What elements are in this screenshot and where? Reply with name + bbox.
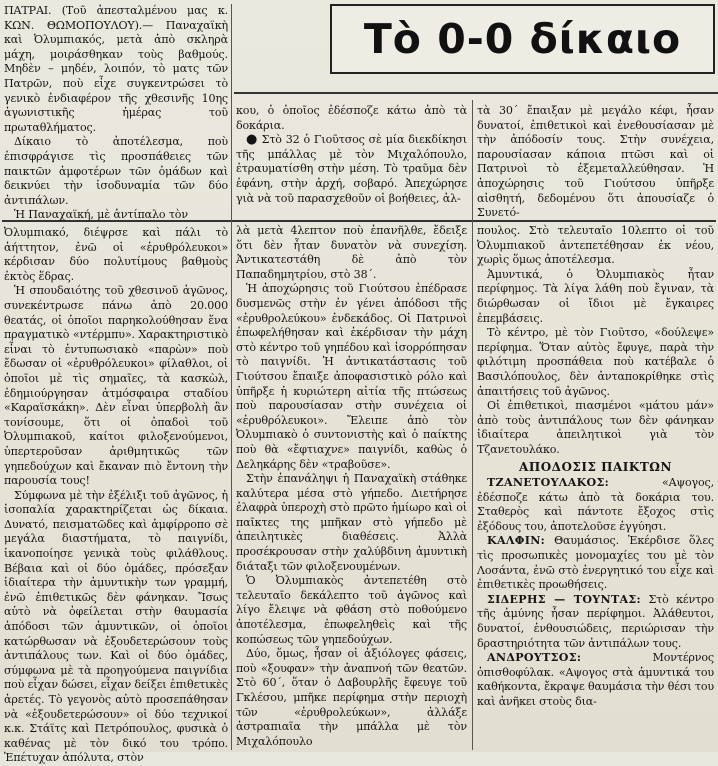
rating-paragraph (477, 593, 714, 651)
column-a-bottom (4, 226, 228, 766)
body-paragraph: Ἀμυντικά, ὁ Ὀλυμπιακὸς ἦταν περίφημος. Τὰ λίγα λάθη ποὺ ἔγιναν, τὰ διώρθωσαν οἱ ἴδιοι μὲ ἔγκαιρες ἐπεμβάσεις. (477, 267, 714, 325)
column-divider-2 (472, 100, 473, 750)
body-paragraph: τὰ 30΄ ἔπαιξαν μὲ μεγάλο κέφι, ἦσαν δυνατοί, ἐπιθετικοὶ καὶ ἐνεθουσίασαν μὲ τὴν ἀπόδοσίν τους. Στὴν συνέχεια, παρουσίασαν κάποια πτῶσι καὶ οἱ Πατρινοὶ τὸ ἐξεμεταλλεύθησαν. Ἡ ἀποχώρησις τοῦ Γιούτσου ὑπῆρξε αἰσθητή, δεδομένου ὅτι ἀπουσίαζε ὁ Συνετό- (477, 104, 714, 220)
intro-paragraph: Ἡ Παναχαϊκή, μὲ ἀντίπαλο τὸν (14, 208, 188, 222)
body-paragraph: πουλος. Στὸ τελευταῖο 10λεπτο οἱ τοῦ Ὀλυμπιακοῦ ἀντεπετέθησαν ἐκ νέου, χωρὶς ὅμως ἀποτέλεσμα. (477, 224, 714, 267)
rating-text: Μοντέρνος ὀπισθοφύλακ. «Αψογος στὰ ἀμυντικά του καθήκοντα, ἔκραψε θαυμάσια τὴν θέσι του καὶ ἀνῆκει στοὺς δια- (477, 651, 714, 708)
body-paragraph: λὰ μετὰ 4λεπτον ποὺ ἐπανῆλθε, ἔδειξε ὅτι δὲν ἦταν δυνατὸν νὰ συνεχίση. Ἀντικατεστάθη δὲ ἀπὸ τὸν Παπαδημητρίου, στὸ 38΄. (236, 224, 467, 281)
column-divider-1 (231, 4, 232, 750)
player-name: ΑΝΔΡΟΥΤΣΟΣ: (487, 651, 582, 665)
body-paragraph: Δύο, ὅμως, ἦσαν οἱ ἀξιόλογες φάσεις, ποὺ «ξουφαν» τὴν ἀναπνοή τῶν θεατῶν. Στὸ 60΄, ὅταν ὁ Δαβουρλῆς ἔφευγε τοῦ Γκλέσου, μπῆκε περίφημα στὴν περιοχὴ τῶν «ἐρυθρολεύκων», ἀλλάξε ἀστραπιαῖα τὴν μπάλλα μὲ τὸν Μιχαλόπουλο (236, 647, 467, 748)
body-paragraph (236, 133, 467, 206)
column-b-bottom (236, 224, 467, 749)
body-paragraph: Ὀλυμπιακό, διέψρσε καὶ πάλι τὸ ἀήττητον, ἐνῶ οἱ «ἐρυθρόλευκοι» κέρδισαν δύο πολυτίμους βαθμοὺς ἐκτὸς ἕδρας. (4, 226, 228, 283)
intro-column (4, 4, 228, 223)
column-c-bottom (477, 224, 714, 710)
body-paragraph: Τὸ κέντρο, μὲ τὸν Γιοῦτσο, «δούλεψε» περίφημα. Ὅταν αὐτὸς ἔφυγε, παρὰ τὴν φιλότιμη προσπάθεια ποὺ κατέβαλε ὁ Βασιλόπουλος, δὲν ἀνταποκρίθηκε στὶς ἀπαιτήσεις τοῦ ἀγῶνος. (477, 326, 714, 398)
body-paragraph: Στὴν ἐπανάληψι ἡ Παναχαϊκὴ στάθηκε καλύτερα μέσα στὸ γήπεδο. Διετήρησε ἐλαφρὰ ὑπεροχὴ στὸ πρῶτο ἡμίωρο καὶ οἱ παῖκτες της μπῆκαν στὸ γήπεδο μὲ ἀπειλητικὲς διαθέσεις. Ἀλλὰ προσέκρουσαν στὴν χαλύβδινη ἀμυντικὴ διάταξι τῶν φιλοξενουμένων. (236, 472, 467, 573)
bullet-icon: ● (246, 132, 258, 148)
rating-text: Στὸ κέντρο τῆς ἀμύνης ἦσαν περίφημοι. Ἀλάθευτοι, δυνατοί, ἐνθουσιώδεις, περιώρισαν τὴν δραστηριότητα τῶν ἀντιπάλων τους. (477, 592, 715, 650)
rule-top (234, 92, 718, 94)
body-paragraph: Οἱ ἐπιθετικοὶ, πιασμένοι «μάτου μάν» ἀπὸ τοὺς ἀντιπάλους των δὲν φάνηκαν ἰδιαίτερα ἀπειλητικοὶ γιὰ τὸν Τζανετουλάκο. (477, 399, 714, 456)
intro-paragraph: ΠΑΤΡΑΙ. (Τοῦ ἀπεσταλμένου μας κ. ΚΩΝ. ΘΩΜΟΠΟΥΛΟΥ).— Παναχαϊκὴ καὶ Ὀλυμπιακός, μετὰ ἀπὸ σκληρὰ μάχη, μοιράσθηκαν τοὺς βαθμούς. Μηδὲν – μηδέν, λοιπόν, τὸ ματς τῶν Πατρῶν, ποὺ εἶχε συγκεντρώσει τὸ γενικὸ ἐνδιαφέρον τῆς χθεσινῆς 10ης ἀγωνιστικῆς ἡμέρας τοῦ πρωταθλήματος. (4, 4, 228, 134)
player-name: ΚΑΛΦΙΝ: (487, 534, 546, 548)
player-name: ΣΙΔΕΡΗΣ — ΤΟΥΝΤΑΣ: (487, 592, 641, 606)
intro-paragraph: Δίκαιο τὸ ἀποτέλεσμα, ποὺ ἐπισφράγισε τὶς προσπάθειες τῶν παικτῶν ἀμφοτέρων τῶν ὁμάδων καὶ δεικνύει τὴν ἰσοδυναμία τῶν δύο ἀντιπάλων. (4, 135, 228, 207)
column-b-top (236, 104, 467, 206)
body-paragraph: Ἡ ἀποχώρησις τοῦ Γιούτσου ἐπέδρασε δυσμενῶς στὴν ἐν γένει ἀπόδοσι τῆς «ἐρυθρολεύκου» ἐνδεκάδος. Οἱ Πατρινοὶ ἐπωφελήθησαν καὶ ἐκέρδισαν τὴν μάχη στὸ κέντρο τοῦ γηπέδου καὶ ἰσορρόπησαν τὸ παιγνίδι. Ἡ ἀντικατάστασις τοῦ Γιούτσου ἔπαιξε ἀποφασιστικὸ ρόλο καὶ ὑπῆρξε ἡ κυριώτερη αἰτία τῆς πτώσεως ποὺ παρουσίασαν στὴν συνέχεια οἱ «ἐρυθρόλευκοι». Ἔλειπε ἀπὸ τὸν Ὀλυμπιακὸ ὁ συντονιστὴς καὶ ὁ παίκτης ποὺ θὰ «ἔφτιαχνε» παιγνίδι, καθὼς ὁ Δεληκάρης δὲν «τραβοῦσε». (236, 282, 467, 471)
rating-text: Θαυμάσιος. Ἐκέρδισε ὅλες τὶς προσωπικὲς μονομαχίες του μὲ τὸν Λοσάντα, ἐνῶ στὸ ἐνεργητικό του εἶχε καὶ ἐπιθετικὲς προωθήσεις. (477, 534, 714, 592)
rating-paragraph (477, 651, 714, 709)
body-paragraph: Ὁ Ὀλυμπιακὸς ἀντεπετέθη στὸ τελευταῖο δεκάλεπτο τοῦ ἀγῶνος καὶ λίγο ἔλειψε νὰ φθάση στὸ ποθούμενο ἀποτέλεσμα, ἐπωφεληθεὶς καὶ τῆς κοπώσεως τῶν γηπεδούχων. (236, 574, 467, 646)
rating-paragraph (477, 476, 714, 534)
rating-paragraph (477, 534, 714, 592)
column-c-top (477, 104, 714, 221)
body-paragraph: κου, ὁ ὁποῖος ἐδέσποζε κάτω ἀπὸ τὰ δοκάρια. (236, 104, 467, 132)
headline-box (330, 4, 715, 74)
body-paragraph: Ἡ σπουδαιότης τοῦ χθεσινοῦ ἀγῶνος, συνεκέντρωσε πάνω ἀπὸ 20.000 θεατάς, οἱ ὁποῖοι παρηκολούθησαν ἕνα πραγματικὸ «ντέρμπυ». Χαρακτηριστικὸ εἶναι τὸ ἐντυπωσιακὸ «παρὼν» ποὺ ἔδωσαν οἱ «ἐρυθρόλευκοι» φίλαθλοι, οἱ ὁποῖοι μὲ τὶς σημαῖες, τὰ κασκὼλ, ἐδημιούργησαν ἀτμόσφαιρα σταδίου «Καραϊσκάκη». Δὲν εἶναι ὑπερβολὴ ἂν τονίσουμε, ὅτι οἱ ὀπαδοὶ τοῦ Ὀλυμπιακοῦ, καίτοι φιλοξενούμενοι, ὑπερτεροῦσαν ἀριθμητικῶς τῶν γηπεδούχων καὶ ἔκαναν πιὸ ἔντονη τὴν παρουσία τους! (4, 284, 228, 488)
ratings-subheading: ΑΠΟΔΟΣΙΣ ΠΑΙΚΤΩΝ (519, 459, 672, 474)
player-name: ΤΖΑΝΕΤΟΥΛΑΚΟΣ: (487, 476, 610, 490)
body-paragraph: Σύμφωνα μὲ τὴν ἐξέλιξι τοῦ ἀγῶνος, ἡ ἰσοπαλία χαρακτηρίζεται ὡς δίκαια. Δυνατό, πεισματῶδες καὶ ἀμφίρροπο σὲ μεγάλα διαστήματα, τὸ παιγνίδι, ἱκανοποίησε γενικὰ τοὺς φιλάθλους. Βέβαια καὶ οἱ δύο ὁμάδες, πρόσεξαν ἰδιαίτερα τὴν ἀμυντικὴν των γραμμή, ἐνῶ ἐπιθετικῶς δὲν φάνηκαν. Ἴσως αὐτὸ νὰ ὀφείλεται στὴν θαυμασία ἀπόδοσι τῶν ἀμυντικῶν, οἱ ὁποῖοι κατώρθωσαν νὰ ἐξουδετερώσουν τοὺς ἀντιπάλους των. Καὶ οἱ δύο ὁμάδες, σύμφωνα μὲ τὰ προηγούμενα παιγνίδια ποὺ εἶχαν δώσει, εἶχαν δείξει ἐπιθετικὲς ἀρετές. Τὸ γεγονὸς αὐτὸ προσεπάθησαν νὰ «ἐξουδετερώσουν» οἱ δύο τεχνικοί κ.κ. Στάϊτς καὶ Πετρόπουλος, φυσικὰ ὁ καθένας μὲ τὸν δικό του τρόπο. Ἐπέτυχαν ἀπόλυτα, στὸν (4, 488, 228, 765)
rating-text: «Αψογος, ἐδέσποζε κάτω ἀπὸ τὰ δοκάρια του. Σταθερὸς καὶ πάντοτε ἔξοχος στὶς ἐξόδους του, ἀποτελοῦσε ἐγγύησι. (477, 476, 714, 533)
headline: Τὸ 0-0 δίκαιο (363, 15, 682, 63)
body-paragraph-text: Στὸ 32 ὁ Γιοῦτσος σὲ μία διεκδίκησι τῆς μπάλλας μὲ τὸν Μιχαλόπουλο, ἐτραυματίσθη στὴν μέση. Τὸ τραῦμα δὲν ἐφάνη, στὴν ἀρχή, σοβαρό. Ἀπεχώρησε γιὰ νὰ τοῦ παρασχεθοῦν οἱ βοήθειες, ἀλ- (236, 133, 467, 205)
